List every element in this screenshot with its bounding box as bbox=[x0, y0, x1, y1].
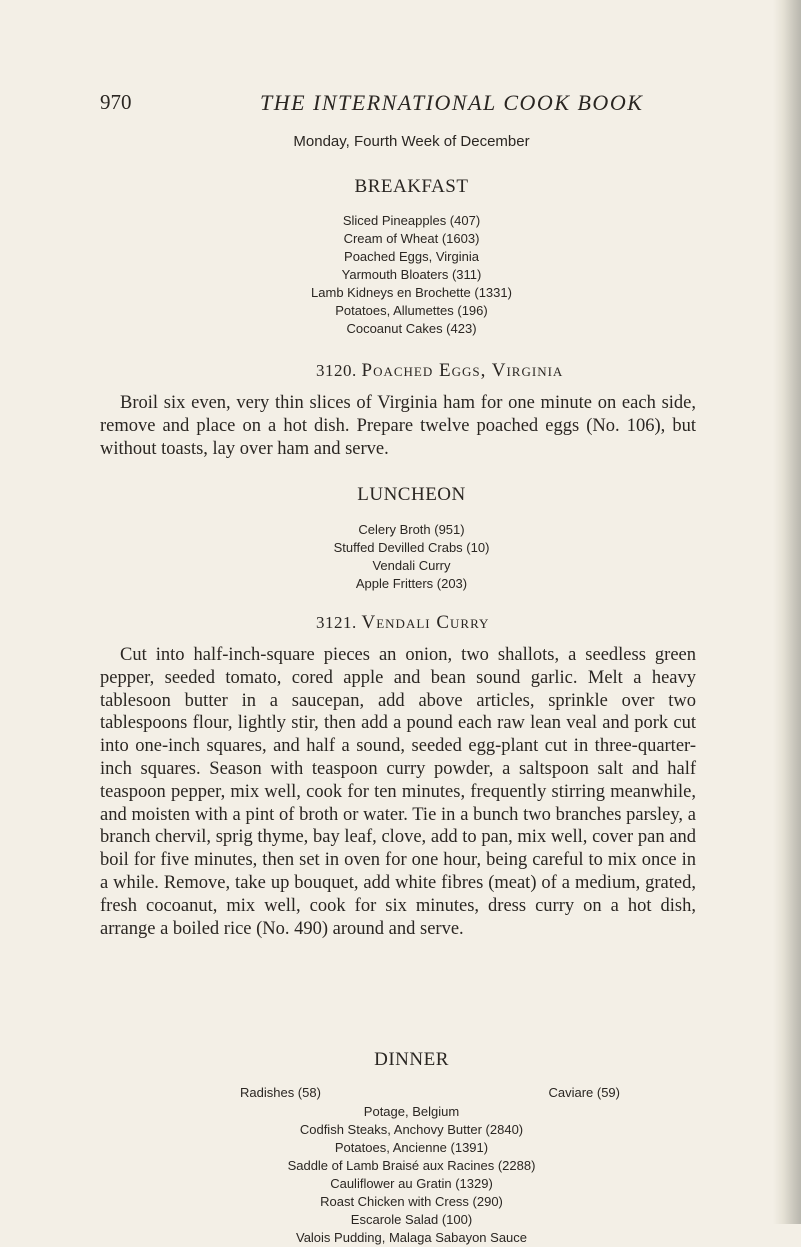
list-item: Yarmouth Bloaters (311) bbox=[341, 267, 482, 282]
recipe-number: 3121. bbox=[316, 613, 357, 632]
list-item: Potatoes, Ancienne (1391) bbox=[334, 1140, 489, 1155]
list-item: Saddle of Lamb Braisé aux Racines (2288) bbox=[287, 1158, 536, 1173]
list-item: Potage, Belgium bbox=[363, 1104, 460, 1119]
list-item: Cocoanut Cakes (423) bbox=[346, 321, 477, 336]
list-item: Vendali Curry bbox=[372, 558, 451, 573]
list-item: Radishes (58) bbox=[240, 1085, 321, 1100]
list-item: Codfish Steaks, Anchovy Butter (2840) bbox=[299, 1122, 524, 1137]
list-item: Cauliflower au Gratin (1329) bbox=[330, 1176, 493, 1191]
page-number: 970 bbox=[100, 90, 132, 114]
list-item: Escarole Salad (100) bbox=[350, 1212, 473, 1227]
luncheon-heading: LUNCHEON bbox=[357, 484, 466, 505]
recipe-number: 3120. bbox=[316, 361, 357, 380]
breakfast-menu bbox=[0, 212, 801, 338]
list-item: Cream of Wheat (1603) bbox=[343, 231, 480, 246]
breakfast-heading: BREAKFAST bbox=[354, 176, 469, 197]
page-header bbox=[100, 90, 680, 120]
list-item: Roast Chicken with Cress (290) bbox=[320, 1194, 503, 1209]
dinner-first-line bbox=[240, 1085, 620, 1103]
running-title: THE INTERNATIONAL COOK BOOK bbox=[260, 90, 644, 115]
list-item: Celery Broth (951) bbox=[358, 522, 465, 537]
list-item: Sliced Pineapples (407) bbox=[342, 213, 481, 228]
recipe-3120-text: Broil six even, very thin slices of Virginia ham for one minute on each side, remove and place on a hot dish. Prepare twelve poached eggs (No. 106), but without toasts, lay over ham and serve. bbox=[100, 393, 696, 459]
luncheon-menu bbox=[0, 521, 801, 593]
list-item: Caviare (59) bbox=[548, 1085, 620, 1100]
recipe-3121-title bbox=[316, 612, 489, 634]
list-item: Poached Eggs, Virginia bbox=[344, 249, 479, 264]
recipe-3120-title bbox=[316, 360, 563, 382]
recipe-3121-text: Cut into half-inch-square pieces an onion, two shallots, a seedless green pepper, seeded tomato, cored apple and bean sound garlic. Melt a heavy tablesoon butter in a saucepan, add above articles, sprinkle over two tablespoons flour, lightly stir, then add a pound each raw lean veal and pork cut into one-inch squares, and half a sound, seeded egg-plant cut in three-quarter-inch squares. Season with teaspoon curry powder, a saltspoon salt and half teaspoon pepper, mix well, cook for ten minutes, frequently stirring meanwhile, and moisten with a pint of broth or water. Tie in a bunch two branches parsley, a branch chervil, sprig thyme, bay leaf, clove, add to pan, mix well, cover pan and boil for five minutes, then set in oven for one hour, being careful to mix once in a while. Remove, take up bouquet, add white fibres (meat) of a medium, grated, fresh cocoanut, mix well, cook for six minutes, dress curry on a hot dish, arrange a boiled rice (No. 490) around and serve. bbox=[100, 645, 696, 939]
list-item: Potatoes, Allumettes (196) bbox=[335, 303, 488, 318]
dinner-menu bbox=[0, 1103, 801, 1247]
dinner-heading: DINNER bbox=[374, 1049, 449, 1070]
list-item: Apple Fritters (203) bbox=[355, 576, 468, 591]
list-item: Stuffed Devilled Crabs (10) bbox=[333, 540, 490, 555]
recipe-name: Vendali Curry bbox=[361, 612, 490, 633]
menu-title: Monday, Fourth Week of December bbox=[293, 133, 530, 150]
recipe-name: Poached Eggs, Virginia bbox=[361, 360, 564, 381]
list-item: Lamb Kidneys en Brochette (1331) bbox=[311, 285, 512, 300]
list-item: Valois Pudding, Malaga Sabayon Sauce bbox=[295, 1230, 528, 1245]
